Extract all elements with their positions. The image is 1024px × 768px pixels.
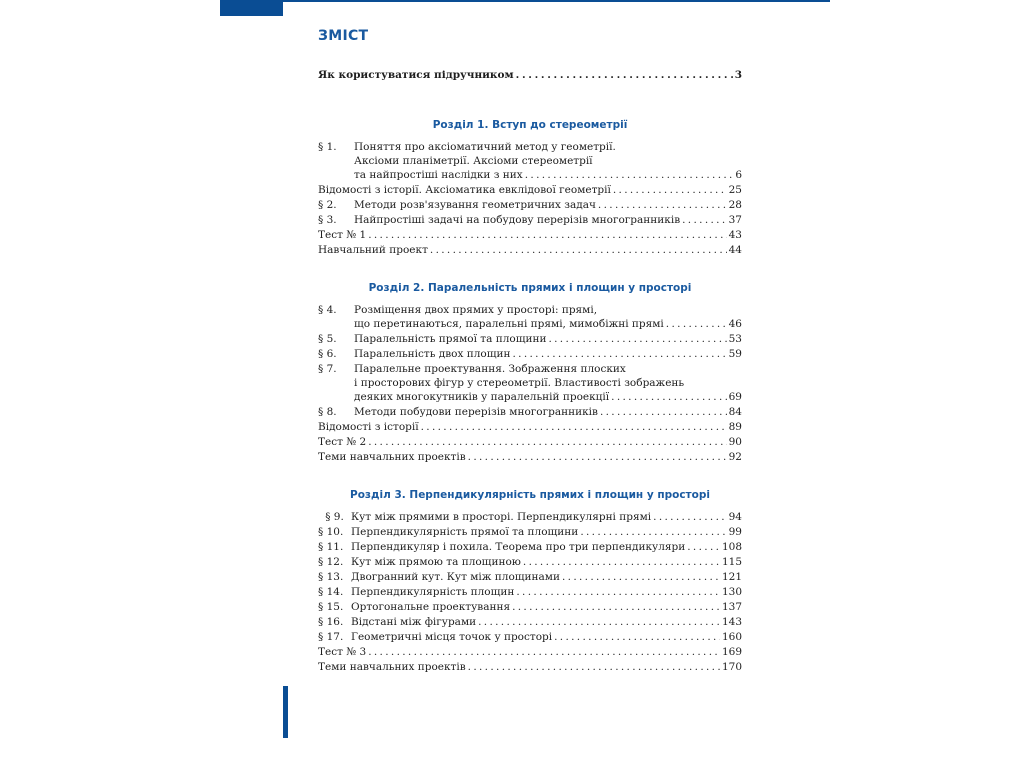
leader-dots: [580, 525, 726, 540]
leader-dots: [516, 585, 720, 600]
toc-entry-page: 89: [728, 421, 742, 433]
toc-entry-test-1[interactable]: [318, 228, 742, 243]
leader-dots: [512, 600, 720, 615]
leader-dots: [611, 390, 726, 405]
section-2-heading: Розділ 2. Паралельність прямих і площин у просторі: [368, 282, 692, 294]
toc-entry-page: 90: [728, 436, 742, 448]
toc-entry-title: Паралельність двох площин: [354, 348, 511, 360]
toc-entry-p7-line1[interactable]: [318, 362, 742, 377]
toc-entry-page: 130: [721, 586, 742, 598]
toc-entry-page: 53: [728, 333, 742, 345]
leader-dots: [687, 540, 720, 555]
paragraph-marker: § 15.: [318, 601, 344, 613]
toc-entry-p4-line2[interactable]: [318, 317, 742, 332]
toc-entry-page: 28: [728, 199, 742, 211]
leader-dots: [512, 347, 726, 362]
toc-entry-page: 137: [721, 601, 742, 613]
paragraph-marker: § 1.: [318, 141, 337, 153]
leader-dots: [653, 510, 726, 525]
toc-entry-page: 43: [728, 229, 742, 241]
toc-entry-page: 115: [721, 556, 742, 568]
paragraph-marker: § 11.: [318, 541, 344, 553]
paragraph-marker: § 9.: [325, 511, 344, 523]
paragraph-marker: § 10.: [318, 526, 344, 538]
paragraph-marker: § 5.: [318, 333, 337, 345]
top-rule: [283, 0, 830, 2]
toc-entry-page: 169: [721, 646, 742, 658]
leader-dots: [525, 168, 734, 183]
toc-entry-p13[interactable]: [318, 570, 742, 585]
paragraph-marker: § 17.: [318, 631, 344, 643]
toc-entry-p7-line3[interactable]: [318, 390, 742, 405]
leader-dots: [516, 68, 733, 83]
leader-dots: [368, 435, 726, 450]
paragraph-marker: § 16.: [318, 616, 344, 628]
toc-entry-page: 170: [721, 661, 742, 673]
leader-dots: [523, 555, 720, 570]
toc-entry-title: Тест № 3: [318, 646, 367, 658]
side-accent-mark: [283, 686, 288, 738]
toc-entry-p14[interactable]: [318, 585, 742, 600]
toc-entry-page: 46: [728, 318, 742, 330]
toc-entry-page: 108: [721, 541, 742, 553]
toc-entry-page: 69: [728, 391, 742, 403]
toc-entry-title: Кут між прямими в просторі. Перпендикулярні прямі: [351, 511, 652, 523]
paragraph-marker: § 4.: [318, 304, 337, 316]
toc-entry-p1-line2: Аксіоми планіметрії. Аксіоми стереометрії: [354, 155, 593, 167]
toc-entry-page: 92: [728, 451, 742, 463]
leader-dots: [682, 213, 727, 228]
toc-entry-title: та найпростіші наслідки з них: [354, 169, 523, 181]
toc-entry-title: Тест № 1: [318, 229, 367, 241]
leader-dots: [613, 183, 727, 198]
paragraph-marker: § 13.: [318, 571, 344, 583]
toc-entry-project-1[interactable]: [318, 243, 742, 258]
toc-entry-title: Розміщення двох прямих у просторі: прямі,: [354, 304, 598, 316]
top-accent-block: [220, 0, 283, 16]
paragraph-marker: § 3.: [318, 214, 337, 226]
toc-entry-p9[interactable]: [318, 510, 742, 525]
leader-dots: [562, 570, 720, 585]
toc-entry-title: Навчальний проект: [318, 244, 428, 256]
paragraph-marker: § 8.: [318, 406, 337, 418]
toc-entry-history-1[interactable]: [318, 183, 742, 198]
leader-dots: [548, 332, 726, 347]
leader-dots: [468, 450, 727, 465]
toc-entry-title: Як користуватися підручником: [318, 69, 514, 81]
toc-entry-title: деяких многокутників у паралельній проекції: [354, 391, 610, 403]
toc-entry-title: Ортогональне проектування: [351, 601, 511, 613]
leader-dots: [666, 317, 727, 332]
toc-entry-p10[interactable]: [318, 525, 742, 540]
toc-entry-p4-line1[interactable]: [318, 303, 742, 318]
page-title: ЗМІСТ: [318, 28, 369, 44]
toc-entry-title: Методи розв'язування геометричних задач: [354, 199, 596, 211]
leader-dots: [468, 660, 720, 675]
toc-entry-p11[interactable]: [318, 540, 742, 555]
toc-entry-page: 25: [728, 184, 742, 196]
toc-entry-page: 160: [721, 631, 742, 643]
toc-entry-title: Перпендикулярність прямої та площини: [351, 526, 579, 538]
toc-entry-p8[interactable]: [318, 405, 742, 420]
toc-entry-page: 121: [721, 571, 742, 583]
toc-entry-p5[interactable]: [318, 332, 742, 347]
toc-entry-title: Кут між прямою та площиною: [351, 556, 521, 568]
toc-entry-page: 3: [734, 69, 742, 81]
toc-entry-projects-3[interactable]: [318, 660, 742, 675]
top-decorative-bar: [220, 0, 830, 16]
toc-entry-title: Теми навчальних проектів: [318, 451, 466, 463]
toc-entry-title: Паралельність прямої та площини: [354, 333, 547, 345]
toc-entry-p16[interactable]: [318, 615, 742, 630]
toc-entry-title: Теми навчальних проектів: [318, 661, 466, 673]
toc-entry-page: 84: [728, 406, 742, 418]
paragraph-marker: § 2.: [318, 199, 337, 211]
toc-entry-title: Відомості з історії: [318, 421, 419, 433]
toc-entry-title: Відстані між фігурами: [351, 616, 477, 628]
paragraph-marker: § 6.: [318, 348, 337, 360]
toc-entry-test-3[interactable]: [318, 645, 742, 660]
toc-entry-p1-line1[interactable]: [318, 140, 742, 155]
toc-entry-title: що перетинаються, паралельні прямі, мимобіжні прямі: [354, 318, 664, 330]
toc-entry-p12[interactable]: [318, 555, 742, 570]
leader-dots: [554, 630, 720, 645]
toc-entry-title: Тест № 2: [318, 436, 367, 448]
toc-entry-title: Відомості з історії. Аксіоматика евклідової геометрії: [318, 184, 611, 196]
toc-entry-intro[interactable]: [318, 68, 742, 83]
toc-entry-title: Перпендикулярність площин: [351, 586, 515, 598]
paragraph-marker: § 14.: [318, 586, 344, 598]
toc-entry-page: 94: [728, 511, 742, 523]
toc-entry-page: 44: [728, 244, 742, 256]
leader-dots: [600, 405, 727, 420]
toc-entry-title: Паралельне проектування. Зображення плоских: [354, 363, 626, 375]
toc-entry-title: Найпростіші задачі на побудову перерізів многогранників: [354, 214, 681, 226]
leader-dots: [598, 198, 727, 213]
toc-entry-p2[interactable]: [318, 198, 742, 213]
toc-entry-title: Двогранний кут. Кут між площинами: [351, 571, 560, 583]
toc-entry-test-2[interactable]: [318, 435, 742, 450]
section-3-heading: Розділ 3. Перпендикулярність прямих і площин у просторі: [350, 489, 710, 501]
toc-entry-page: 6: [735, 169, 742, 181]
leader-dots: [368, 228, 726, 243]
paragraph-marker: § 7.: [318, 363, 337, 375]
leader-dots: [478, 615, 720, 630]
leader-dots: [421, 420, 727, 435]
toc-entry-page: 99: [728, 526, 742, 538]
toc-entry-p15[interactable]: [318, 600, 742, 615]
toc-entry-p3[interactable]: [318, 213, 742, 228]
toc-entry-title: Перпендикуляр і похила. Теорема про три перпендикуляри: [351, 541, 686, 553]
leader-dots: [368, 645, 720, 660]
toc-entry-p7-line2: і просторових фігур у стереометрії. Властивості зображень: [354, 377, 685, 389]
toc-entry-history-2[interactable]: [318, 420, 742, 435]
toc-entry-p1-line3[interactable]: [318, 168, 742, 183]
paragraph-marker: § 12.: [318, 556, 344, 568]
toc-entry-p6[interactable]: [318, 347, 742, 362]
toc-entry-title: Поняття про аксіоматичний метод у геометрії.: [354, 141, 616, 153]
toc-entry-page: 143: [721, 616, 742, 628]
toc-entry-page: 37: [728, 214, 742, 226]
toc-entry-p17[interactable]: [318, 630, 742, 645]
toc-entry-page: 59: [728, 348, 742, 360]
toc-entry-title: Методи побудови перерізів многогранників: [354, 406, 598, 418]
toc-entry-projects-2[interactable]: [318, 450, 742, 465]
section-1-heading: Розділ 1. Вступ до стереометрії: [432, 119, 628, 131]
toc-entry-title: Геометричні місця точок у просторі: [351, 631, 553, 643]
leader-dots: [430, 243, 727, 258]
